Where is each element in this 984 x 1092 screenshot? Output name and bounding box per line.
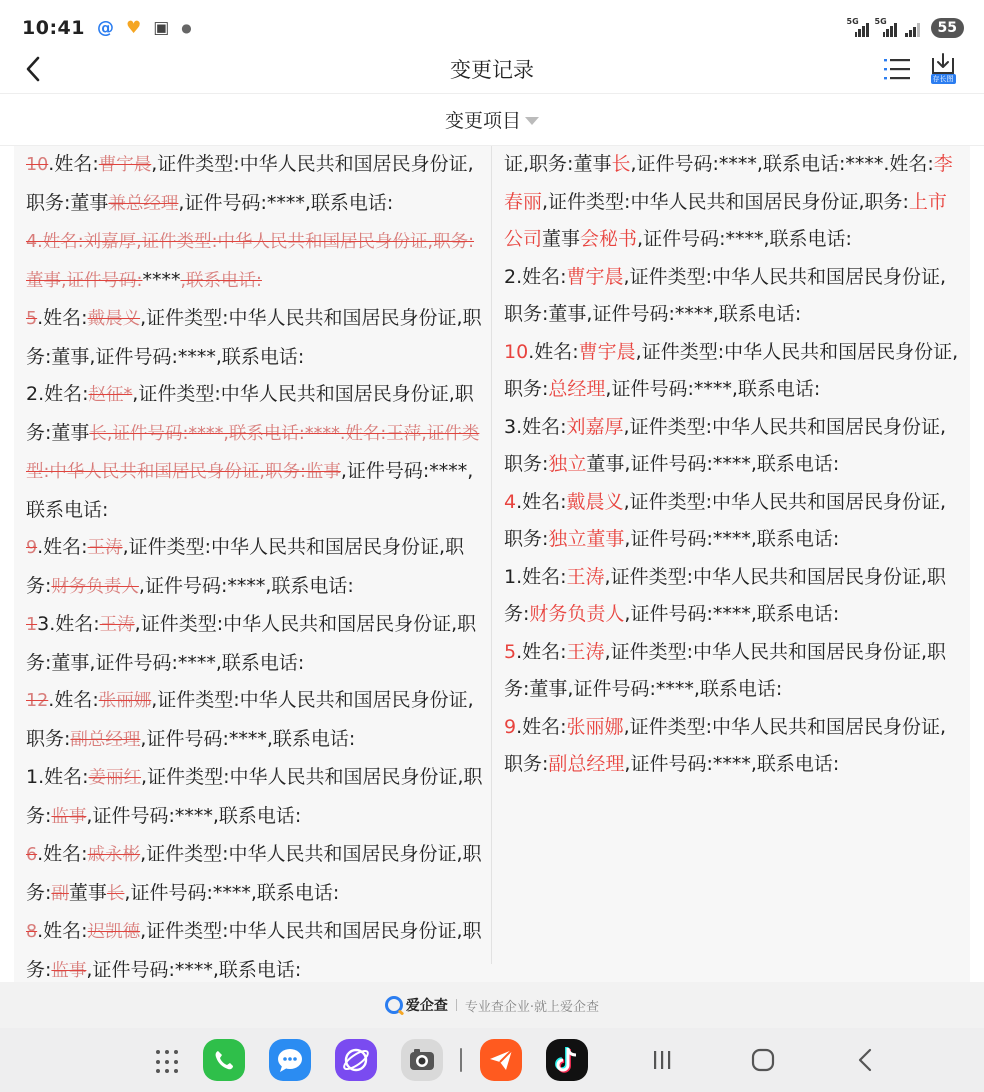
column-divider xyxy=(491,146,492,964)
entry-text: .姓名: xyxy=(37,536,88,558)
nav-bar xyxy=(0,42,984,94)
change-entry xyxy=(504,146,960,259)
brand-divider xyxy=(456,999,457,1011)
entry-text: ,证件类型:中华人民共和国居民身份证,职务: xyxy=(504,490,947,550)
change-entry xyxy=(504,559,960,634)
added-text: 独立 xyxy=(548,453,587,475)
entry-text: ,证件类型:中华人民共和国居民身份证,职务: xyxy=(26,689,474,750)
added-text: 财务负责人 xyxy=(529,603,625,625)
brand-slogan: 专业查企业·就上爱企查 xyxy=(464,999,600,1015)
signal-5g-1-icon: 5G xyxy=(849,19,869,37)
deleted-text: 兼总经理 xyxy=(108,193,179,214)
entry-text: ,证件类型:中华人民共和国居民身份证,职务:董事,证件号码:****,联系电话: xyxy=(504,265,947,325)
entry-text: ,证件类型:中华人民共和国居民身份证,职务: xyxy=(504,715,947,775)
at-notification-icon: @ xyxy=(96,17,114,38)
entry-text: ,证件类型:中华人民共和国居民身份证,职务: xyxy=(542,190,909,213)
home-icon xyxy=(751,1048,775,1072)
entry-text: ,证件类型:中华人民共和国居民身份证,职务:董事,证件号码:****,联系电话: xyxy=(26,307,482,368)
dock-divider xyxy=(460,1048,462,1072)
entry-text: ,证件号码:****,联系电话: xyxy=(605,378,821,400)
entry-text: ,证件类型:中华人民共和国居民身份证,职务: xyxy=(504,415,947,475)
entry-text: ,证件类型:中华人民共和国居民身份证,职务: xyxy=(26,843,482,904)
entry-text: 1.姓名: xyxy=(26,766,89,788)
deleted-text: 张丽娜 xyxy=(98,691,152,711)
change-entry xyxy=(504,409,960,484)
entry-text: 2.姓名: xyxy=(26,383,89,405)
entry-text: 董事 xyxy=(542,228,581,250)
deleted-text: 10 xyxy=(26,155,49,175)
entry-text: ,证件号码:****,联系电话: xyxy=(124,881,340,904)
entry-text: 2.姓名: xyxy=(504,265,567,288)
change-entry xyxy=(26,682,488,759)
entry-text: ,证件号码:****,联系电话: xyxy=(178,191,394,214)
entry-text: .姓名: xyxy=(37,843,88,865)
deleted-text: 王涛 xyxy=(87,538,123,558)
deleted-text: 4.姓名:刘嘉厚,证件类型:中华人民共和国居民身份证,职务:董事,证件号码: xyxy=(26,232,475,291)
app-drawer-icon[interactable] xyxy=(156,1050,180,1074)
deleted-text: 监事 xyxy=(51,960,87,981)
change-entry xyxy=(26,223,488,300)
entry-text: ,证件号码:****,联系电话: xyxy=(138,574,354,597)
deleted-text: 财务负责人 xyxy=(51,576,139,597)
page-title: 变更记录 xyxy=(450,58,534,82)
entry-text: ,证件类型:中华人民共和国居民身份证,职务: xyxy=(26,920,482,981)
entry-text: 3.姓名: xyxy=(37,613,100,635)
recent-apps-icon xyxy=(651,1049,673,1071)
signal-5g-2-icon: 5G xyxy=(877,19,897,37)
entry-text: 3.姓名: xyxy=(504,415,567,438)
change-entry xyxy=(26,913,488,990)
change-entry xyxy=(504,634,960,709)
change-entry xyxy=(26,146,488,223)
change-entry xyxy=(504,709,960,784)
app-notification-icon: ♥ xyxy=(125,17,142,38)
added-text: 王涛 xyxy=(566,565,605,588)
entry-text: 董事,证件号码:****,联系电话: xyxy=(586,453,840,475)
entry-text: .姓名: xyxy=(528,340,579,363)
added-text: 上市公司 xyxy=(504,190,947,250)
added-text: 5 xyxy=(504,640,517,663)
deleted-text: ,联系电话: xyxy=(180,270,262,291)
entry-text: ,证件号码:****,联系电话: xyxy=(140,727,356,750)
deleted-text: 戚永彬 xyxy=(87,845,141,865)
change-entry xyxy=(26,300,488,376)
change-comparison-panel xyxy=(14,146,970,982)
phone-app-icon[interactable] xyxy=(203,1039,245,1081)
deleted-text: 9 xyxy=(26,538,38,558)
entry-text: ,证件类型:中华人民共和国居民身份证,职务: xyxy=(504,340,959,400)
change-entry xyxy=(26,759,488,836)
deleted-text: 长,证件号码:****,联系电话:****.姓名:王萍,证件类型:中华人民共和国居民身份证,职务:监事 xyxy=(26,423,480,482)
deleted-text: 12 xyxy=(26,691,49,711)
list-menu-icon xyxy=(884,56,910,82)
battery-badge: 55 xyxy=(931,18,964,38)
entry-text: ,证件号码:****,联系电话: xyxy=(86,958,302,981)
added-text: 长 xyxy=(611,153,631,175)
deleted-text: 戴晨义 xyxy=(87,309,141,329)
deleted-text: 1 xyxy=(26,615,38,635)
recent-apps-button[interactable] xyxy=(648,1046,676,1074)
status-time: 10:41 xyxy=(22,17,85,39)
added-text: 张丽娜 xyxy=(566,715,624,738)
deleted-text: 6 xyxy=(26,845,38,865)
deleted-text: 赵征* xyxy=(88,385,133,405)
entry-text: ,证件类型:中华人民共和国居民身份证,职务: xyxy=(26,766,483,827)
change-entry xyxy=(504,484,960,559)
brand-name: 爱企查 xyxy=(405,998,448,1014)
entry-text: 证,职务:董事 xyxy=(504,153,612,175)
deleted-text: 姜丽红 xyxy=(88,768,142,788)
entry-text: ,证件号码:****,联系电话: xyxy=(86,804,302,827)
entry-text: ,证件号码:****,联系电话: xyxy=(637,228,852,250)
entry-text: .姓名: xyxy=(516,490,567,513)
messages-app-icon[interactable] xyxy=(269,1039,311,1081)
added-text: 曹宇晨 xyxy=(566,265,624,288)
aiqicha-logo-icon xyxy=(385,996,403,1014)
change-entry xyxy=(26,606,488,682)
entry-text: ,证件类型:中华人民共和国居民身份证,职务: xyxy=(26,536,465,597)
added-text: 4 xyxy=(504,490,517,513)
download-icon xyxy=(930,52,956,76)
entry-text: ,证件号码:****,联系电话: xyxy=(624,603,840,625)
added-text: 副总经理 xyxy=(548,753,625,775)
change-entry xyxy=(26,836,488,913)
deleted-text: 副总经理 xyxy=(70,729,141,750)
more-notifications-dot-icon: ● xyxy=(181,21,192,35)
deleted-text: 长 xyxy=(106,883,125,904)
system-back-icon xyxy=(857,1048,873,1072)
entry-text: ,证件类型:中华人民共和国居民身份证,职务:董事,证件号码:****,联系电话: xyxy=(26,613,477,674)
entry-text: ,证件号码:****,联系电话: xyxy=(624,753,840,775)
feishu-app-icon[interactable] xyxy=(480,1039,522,1081)
added-text: 10 xyxy=(504,340,529,363)
entry-text: ,证件类型:中华人民共和国居民身份证,职务:董事,证件号码:****,联系电话: xyxy=(504,640,947,700)
save-long-image-button[interactable] xyxy=(926,52,960,86)
added-text: 独立董事 xyxy=(548,528,625,550)
entry-text: **** xyxy=(142,268,181,291)
deleted-text: 王涛 xyxy=(99,615,135,635)
change-entry xyxy=(26,529,488,606)
added-text: 曹宇晨 xyxy=(578,340,636,363)
entry-text: 1.姓名: xyxy=(504,565,567,588)
status-notification-icons xyxy=(96,17,192,38)
deleted-text: 曹宇晨 xyxy=(98,155,152,175)
entry-text: .姓名: xyxy=(37,307,88,329)
change-item-filter[interactable] xyxy=(0,94,984,146)
status-right-icons xyxy=(846,17,964,38)
entry-text: .姓名: xyxy=(48,689,99,711)
change-entry xyxy=(504,259,960,334)
deleted-text: 副 xyxy=(51,883,69,904)
caret-down-icon xyxy=(525,117,539,125)
entry-text: ,证件类型:中华人民共和国居民身份证,职务: xyxy=(504,565,947,625)
added-text: 9 xyxy=(504,715,517,738)
screenshot-notification-icon: ▣ xyxy=(153,17,170,38)
after-change-column xyxy=(504,146,960,966)
entry-text: ,证件号码:****,联系电话: xyxy=(26,460,474,521)
entry-text: .姓名: xyxy=(37,920,88,942)
wifi-signal-icon xyxy=(905,19,923,37)
deleted-text: 迟凯德 xyxy=(87,922,141,942)
added-text: 戴晨义 xyxy=(566,490,624,513)
entry-text: .姓名: xyxy=(516,640,567,663)
brand-footer xyxy=(0,982,984,1028)
camera-app-icon[interactable] xyxy=(401,1039,443,1081)
entry-text: ,证件号码:****,联系电话: xyxy=(624,528,840,550)
filter-label: 变更项目 xyxy=(444,110,521,132)
home-button[interactable] xyxy=(749,1046,777,1074)
added-text: 总经理 xyxy=(548,378,606,400)
deleted-text: 5 xyxy=(26,309,38,329)
brand-logo xyxy=(385,995,448,1015)
entry-text: .姓名: xyxy=(48,153,99,175)
deleted-text: 8 xyxy=(26,922,38,942)
system-back-button[interactable] xyxy=(851,1046,879,1074)
entry-text: ,证件类型:中华人民共和国居民身份证,职务:董事 xyxy=(26,153,474,214)
entry-text: 董事 xyxy=(68,881,107,904)
change-entry xyxy=(504,334,960,409)
browser-app-icon[interactable] xyxy=(335,1039,377,1081)
deleted-text: 监事 xyxy=(51,806,87,827)
menu-button[interactable] xyxy=(884,56,910,82)
system-dock xyxy=(0,1028,984,1092)
tiktok-app-icon[interactable] xyxy=(546,1039,588,1081)
entry-text: .姓名: xyxy=(516,715,567,738)
added-text: 会秘书 xyxy=(580,228,638,250)
added-text: 刘嘉厚 xyxy=(566,415,624,438)
added-text: 李春丽 xyxy=(504,153,953,213)
before-change-column xyxy=(26,146,488,981)
added-text: 王涛 xyxy=(566,640,605,663)
entry-text: ,证件号码:****,联系电话:****.姓名: xyxy=(630,153,934,175)
save-long-image-label: 存长图 xyxy=(932,75,954,83)
change-entry xyxy=(26,376,488,529)
entry-text: ,证件类型:中华人民共和国居民身份证,职务:董事 xyxy=(26,383,474,444)
